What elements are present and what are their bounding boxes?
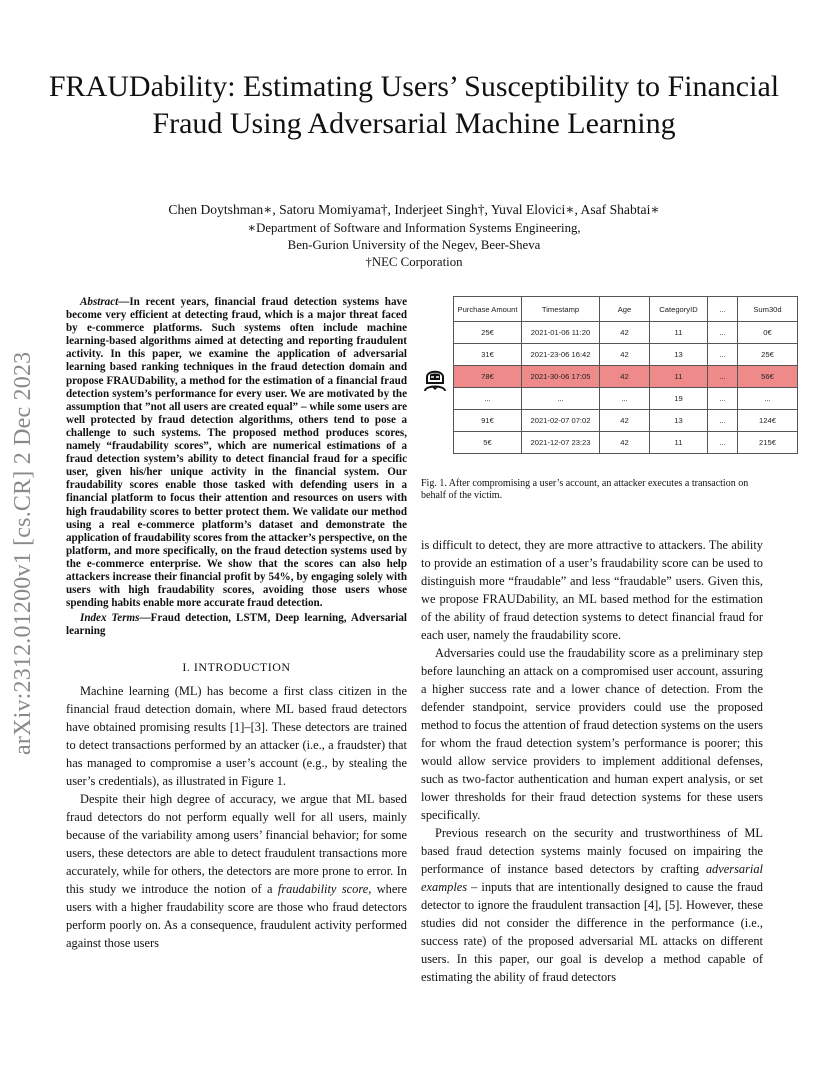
table-cell: 13	[650, 344, 708, 366]
table-cell: 2021-01-06 11:20	[522, 322, 600, 344]
table-cell: ...	[708, 432, 738, 454]
col-header: Age	[600, 297, 650, 322]
right-column	[421, 536, 763, 986]
intro-paragraph-5: Previous research on the security and trustworthiness of ML based fraud detection systems mainly focused on impairing the performance of instance based detectors by crafting adversarial examples – inputs that are intentionally designed to cause the fraud detector to ignore the fraudulent transaction [4], [5]. However, these studies did not consider the difference in the performance (i.e., success rate) of the proposed adversarial ML attacks on different users. In this paper, our goal is develop a method capable of estimating the ability of fraud detectors	[421, 826, 763, 984]
affiliation-3: †NEC Corporation	[365, 255, 463, 269]
table-cell: 11	[650, 322, 708, 344]
table-row	[454, 322, 798, 344]
table-cell: 13	[650, 410, 708, 432]
abstract	[66, 296, 407, 610]
col-header: ...	[708, 297, 738, 322]
abstract-label: Abstract	[80, 296, 119, 308]
table-row	[454, 366, 798, 388]
table-cell: 78€	[454, 366, 522, 388]
paper-title: FRAUDability: Estimating Users’ Susceptibility to Financial Fraud Using Adversarial Machine Learning	[48, 70, 780, 140]
affiliation-1: ∗Department of Software and Information Systems Engineering,	[247, 221, 581, 235]
figure-caption: Fig. 1. After compromising a user’s account, an attacker executes a transaction on behalf of the victim.	[421, 478, 749, 501]
intro-paragraph-1: Machine learning (ML) has become a first class citizen in the financial fraud detection domain, where ML based fraud detectors have obtained promising results [1]–[3]. These detectors are trained to detect transactions performed by an attacker (i.e., a fraudster) that has managed to compromise a user’s account (e.g., by stealing the user’s credentials), as illustrated in Figure 1.	[66, 684, 407, 789]
hacker-icon	[423, 366, 447, 392]
index-terms-label: Index Terms	[80, 612, 140, 625]
table-cell: 56€	[738, 366, 798, 388]
table-cell: 2021-12-07 23:23	[522, 432, 600, 454]
table-row	[454, 410, 798, 432]
table-row	[454, 344, 798, 366]
table-cell: ...	[708, 322, 738, 344]
table-cell: ...	[708, 366, 738, 388]
table-cell: 25€	[454, 322, 522, 344]
table-cell: 124€	[738, 410, 798, 432]
col-header: Purchase Amount	[454, 297, 522, 322]
table-cell: ...	[708, 410, 738, 432]
intro-paragraph-3: is difficult to detect, they are more attractive to attackers. The ability to provide an estimation of a user’s fraudability score can be used to distinguish more “fraudable” and less “fraudable” users. Given this, we propose FRAUDability, an ML based method for the estimation of the ability of fraud detection systems to detect financial fraud for each user, namely the fraudability score.	[421, 538, 763, 642]
table-cell: 42	[600, 410, 650, 432]
table-cell: 19	[650, 388, 708, 410]
table-cell: 0€	[738, 322, 798, 344]
table-cell: 2021-23-06 16:42	[522, 344, 600, 366]
col-header: Timestamp	[522, 297, 600, 322]
table-cell: ...	[454, 388, 522, 410]
table-cell: ...	[708, 344, 738, 366]
table-cell: 91€	[454, 410, 522, 432]
table-cell: 11	[650, 366, 708, 388]
table-row	[454, 388, 798, 410]
col-header: Sum30d	[738, 297, 798, 322]
table-cell: 42	[600, 344, 650, 366]
author-list: Chen Doytshman∗, Satoru Momiyama†, Inderjeet Singh†, Yuval Elovici∗, Asaf Shabtai∗	[168, 202, 660, 217]
abstract-text: —In recent years, financial fraud detection systems have become very efficient at detecting fraud, which is a major threat faced by e-commerce platforms. Such systems often include machine learning-based algorithms aimed at detecting and reporting fraudulent activity. In this paper, we examine the application of adversarial learning based ranking techniques in the fraud detection domain and propose FRAUDability, a method for the estimation of a financial fraud detection system’s performance for every user. We are motivated by the assumption that ”not all users are created equal” – while some users are well protected by fraud detection algorithms, others tend to pose a challenge to such systems. The proposed method produces scores, namely “fraudability scores”, which are numerical estimations of a fraud detection system’s ability to detect financial fraud for a specific user, given his/her unique activity in the financial system. Our fraudability scores enable those tasked with defending users in a financial platform to focus their attention and resources on users with high fraudability scores to better protect them. We validate our method using a real e-commerce platform’s dataset and demonstrate the application of fraudability scores from the attacker’s perspective, on the platform, and more specifically, on the fraud detection systems used by the e-commerce enterprise. We show that the scores can also help attackers increase their financial profit by 54%, by engaging solely with users with high fraudability scores, avoiding those users whose spending habits enable more accurate fraud detection.	[66, 296, 407, 610]
index-terms-text: —Fraud detection, LSTM, Deep learning, Adversarial learning	[66, 612, 408, 638]
intro-paragraph-4: Adversaries could use the fraudability score as a preliminary step before launching an attack on a compromised user account, assuring a higher success rate and a lower chance of detection. From the defender standpoint, service providers could use the proposed method to focus the attention of fraud detection systems on the users for whom the fraud detection system’s performance is poorer; this would allow service providers to implement additional defenses, such as two-factor authentication and human expert analysis, or set lower thresholds for their fraud detection systems for these users specifically.	[421, 646, 763, 822]
table-cell: ...	[708, 388, 738, 410]
table-cell: 42	[600, 322, 650, 344]
affiliation-2: Ben-Gurion University of the Negev, Beer-Sheva	[287, 238, 541, 252]
intro-paragraph-2: Despite their high degree of accuracy, we argue that ML based fraud detectors do not perform equally well for all users, mainly because of the variability among users’ financial behavior; for some users, these detectors are able to detect fraudulent transactions more accurately, while for others, the detectors are more prone to error. In this study we introduce the notion of a fraudability score, where users with a higher fraudability score are those who fraud detectors perform poorly on. As a consequence, fraudulent activity performed against those users	[66, 792, 407, 951]
arxiv-stamp: arXiv:2312.01200v1 [cs.CR] 2 Dec 2023	[10, 351, 36, 755]
table-cell: 31€	[454, 344, 522, 366]
table-cell: 11	[650, 432, 708, 454]
table-cell: 215€	[738, 432, 798, 454]
table-cell: 42	[600, 366, 650, 388]
table-row	[454, 432, 798, 454]
table-cell: ...	[738, 388, 798, 410]
left-column	[66, 296, 407, 952]
col-header: CategoryID	[650, 297, 708, 322]
table-cell: 2021-30-06 17:05	[522, 366, 600, 388]
table-header-row	[454, 297, 798, 322]
figure-table	[453, 296, 798, 454]
table-cell: 5€	[454, 432, 522, 454]
section-heading: I. INTRODUCTION	[182, 660, 291, 675]
table-cell: ...	[600, 388, 650, 410]
table-cell: ...	[522, 388, 600, 410]
index-terms	[66, 612, 407, 638]
table-cell: 2021-02-07 07:02	[522, 410, 600, 432]
table-cell: 25€	[738, 344, 798, 366]
table-cell: 42	[600, 432, 650, 454]
